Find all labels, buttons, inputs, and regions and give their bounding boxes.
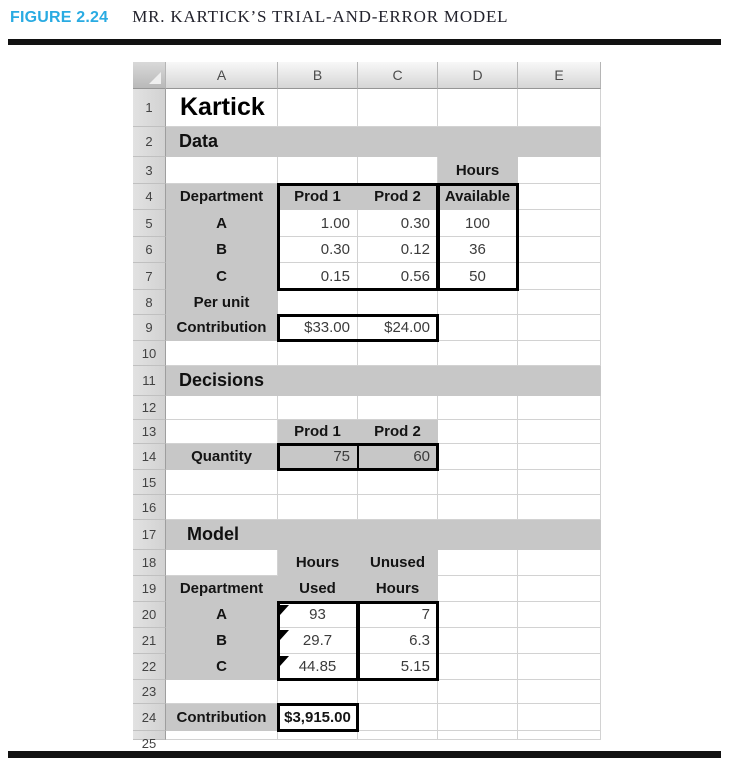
- cell-D13: [438, 420, 518, 444]
- cell-D2: [438, 127, 518, 157]
- cell-B8: [278, 290, 358, 315]
- cell-B16: [278, 495, 358, 520]
- cell-B9: $33.00: [278, 315, 358, 341]
- cell-D21: [438, 628, 518, 654]
- cell-C7: 0.56: [358, 263, 438, 290]
- cell-A7: C: [166, 263, 278, 290]
- cell-B11: [278, 366, 358, 396]
- cell-E16: [518, 495, 601, 520]
- cell-A15: [166, 470, 278, 495]
- sheet-row-19: [133, 576, 601, 602]
- row-header-24: 24: [133, 704, 166, 731]
- row-header-17: 17: [133, 520, 166, 550]
- cell-D22: [438, 654, 518, 680]
- row-header-14: 14: [133, 444, 166, 470]
- cell-A17: Model: [166, 520, 278, 550]
- sheet-row-20: [133, 602, 601, 628]
- cell-D24: [438, 704, 518, 731]
- cell-B23: [278, 680, 358, 704]
- cell-A8: Per unit: [166, 290, 278, 315]
- cell-C21: 6.3: [358, 628, 438, 654]
- cell-C8: [358, 290, 438, 315]
- row-header-1: 1: [133, 89, 166, 127]
- cell-C25: [358, 731, 438, 740]
- row-header-25: 25: [133, 731, 166, 740]
- cell-C17: [358, 520, 438, 550]
- cell-E5: [518, 210, 601, 237]
- cell-B4: Prod 1: [278, 184, 358, 210]
- cell-E17: [518, 520, 601, 550]
- figure-header: [10, 7, 508, 27]
- cell-D4: Available: [438, 184, 518, 210]
- row-header-3: 3: [133, 157, 166, 184]
- cell-D10: [438, 341, 518, 366]
- sheet-row-18: [133, 550, 601, 576]
- cell-D17: [438, 520, 518, 550]
- row-header-4: 4: [133, 184, 166, 210]
- cell-A24: Contribution: [166, 704, 278, 731]
- row-header-19: 19: [133, 576, 166, 602]
- cell-C24: [358, 704, 438, 731]
- cell-A2: Data: [166, 127, 278, 157]
- column-header-D: D: [438, 62, 518, 89]
- cell-A25: [166, 731, 278, 740]
- cell-A14: Quantity: [166, 444, 278, 470]
- cell-B18: Hours: [278, 550, 358, 576]
- cell-E25: [518, 731, 601, 740]
- cell-B12: [278, 396, 358, 420]
- cell-A9: Contribution: [166, 315, 278, 341]
- cell-E3: [518, 157, 601, 184]
- row-header-6: 6: [133, 237, 166, 263]
- cell-D6: 36: [438, 237, 518, 263]
- sheet-row-5: [133, 210, 601, 237]
- cell-A13: [166, 420, 278, 444]
- cell-C1: [358, 89, 438, 127]
- cell-C15: [358, 470, 438, 495]
- cell-C13: Prod 2: [358, 420, 438, 444]
- select-all-corner: [133, 62, 166, 89]
- sheet-row-15: [133, 470, 601, 495]
- row-header-21: 21: [133, 628, 166, 654]
- cell-C16: [358, 495, 438, 520]
- cell-E22: [518, 654, 601, 680]
- cell-A5: A: [166, 210, 278, 237]
- cell-E19: [518, 576, 601, 602]
- cell-E21: [518, 628, 601, 654]
- cell-D3: Hours: [438, 157, 518, 184]
- cell-C22: 5.15: [358, 654, 438, 680]
- sheet-row-21: [133, 628, 601, 654]
- cell-A1: Kartick: [166, 89, 278, 127]
- row-header-10: 10: [133, 341, 166, 366]
- sheet-row-14: [133, 444, 601, 470]
- cell-B22: 44.85: [278, 654, 358, 680]
- column-header-C: C: [358, 62, 438, 89]
- cell-A4: Department: [166, 184, 278, 210]
- select-all-triangle-icon: [149, 72, 161, 84]
- bottom-rule: [8, 751, 721, 758]
- sheet-row-22: [133, 654, 601, 680]
- cell-A19: Department: [166, 576, 278, 602]
- cell-A23: [166, 680, 278, 704]
- row-header-8: 8: [133, 290, 166, 315]
- row-header-12: 12: [133, 396, 166, 420]
- sheet-row-25: [133, 731, 601, 751]
- cell-A12: [166, 396, 278, 420]
- cell-C5: 0.30: [358, 210, 438, 237]
- cell-C19: Hours: [358, 576, 438, 602]
- cell-B14: 75: [278, 444, 358, 470]
- cell-C2: [358, 127, 438, 157]
- column-header-A: A: [166, 62, 278, 89]
- sheet-row-13: [133, 420, 601, 444]
- sheet-row-16: [133, 495, 601, 520]
- cell-E18: [518, 550, 601, 576]
- sheet-row-12: [133, 396, 601, 420]
- cell-C11: [358, 366, 438, 396]
- spreadsheet: [133, 62, 601, 751]
- row-header-2: 2: [133, 127, 166, 157]
- sheet-row-8: [133, 290, 601, 315]
- figure-label: FIGURE 2.24: [10, 9, 109, 26]
- column-header-row: [133, 62, 601, 89]
- cell-B24: $3,915.00: [278, 704, 358, 731]
- sheet-row-24: [133, 704, 601, 731]
- cell-D25: [438, 731, 518, 740]
- cell-D5: 100: [438, 210, 518, 237]
- cell-A11: Decisions: [166, 366, 278, 396]
- cell-B1: [278, 89, 358, 127]
- sheet-row-9: [133, 315, 601, 341]
- cell-E4: [518, 184, 601, 210]
- cell-D7: 50: [438, 263, 518, 290]
- cell-E10: [518, 341, 601, 366]
- cell-D1: [438, 89, 518, 127]
- cell-B21: 29.7: [278, 628, 358, 654]
- cell-B6: 0.30: [278, 237, 358, 263]
- cell-D23: [438, 680, 518, 704]
- cell-E11: [518, 366, 601, 396]
- cell-D19: [438, 576, 518, 602]
- sheet-row-10: [133, 341, 601, 366]
- cell-C14: 60: [358, 444, 438, 470]
- cell-B7: 0.15: [278, 263, 358, 290]
- row-header-23: 23: [133, 680, 166, 704]
- cell-E15: [518, 470, 601, 495]
- cell-B10: [278, 341, 358, 366]
- cell-E1: [518, 89, 601, 127]
- row-header-16: 16: [133, 495, 166, 520]
- cell-E2: [518, 127, 601, 157]
- cell-B13: Prod 1: [278, 420, 358, 444]
- row-header-7: 7: [133, 263, 166, 290]
- cell-D9: [438, 315, 518, 341]
- cell-C3: [358, 157, 438, 184]
- cell-B3: [278, 157, 358, 184]
- cell-C6: 0.12: [358, 237, 438, 263]
- column-header-E: E: [518, 62, 601, 89]
- row-header-9: 9: [133, 315, 166, 341]
- cell-B17: [278, 520, 358, 550]
- cell-D20: [438, 602, 518, 628]
- cell-E12: [518, 396, 601, 420]
- sheet-row-6: [133, 237, 601, 263]
- cell-D18: [438, 550, 518, 576]
- cell-A22: C: [166, 654, 278, 680]
- sheet-row-23: [133, 680, 601, 704]
- sheet-row-2: [133, 127, 601, 157]
- row-header-15: 15: [133, 470, 166, 495]
- cell-D8: [438, 290, 518, 315]
- cell-B15: [278, 470, 358, 495]
- sheet-row-7: [133, 263, 601, 290]
- row-header-20: 20: [133, 602, 166, 628]
- cell-B2: [278, 127, 358, 157]
- cell-E9: [518, 315, 601, 341]
- row-header-22: 22: [133, 654, 166, 680]
- cell-D12: [438, 396, 518, 420]
- row-header-11: 11: [133, 366, 166, 396]
- cell-A3: [166, 157, 278, 184]
- cell-A16: [166, 495, 278, 520]
- sheet-row-17: [133, 520, 601, 550]
- sheet-row-4: [133, 184, 601, 210]
- cell-C23: [358, 680, 438, 704]
- cell-C4: Prod 2: [358, 184, 438, 210]
- cell-A18: [166, 550, 278, 576]
- cell-E7: [518, 263, 601, 290]
- figure-title: MR. KARTICK’S TRIAL-AND-ERROR MODEL: [132, 7, 509, 26]
- cell-E13: [518, 420, 601, 444]
- cell-E6: [518, 237, 601, 263]
- cell-E8: [518, 290, 601, 315]
- cell-D15: [438, 470, 518, 495]
- cell-A10: [166, 341, 278, 366]
- row-header-13: 13: [133, 420, 166, 444]
- cell-E24: [518, 704, 601, 731]
- cell-E20: [518, 602, 601, 628]
- row-header-5: 5: [133, 210, 166, 237]
- cell-D16: [438, 495, 518, 520]
- sheet-row-3: [133, 157, 601, 184]
- top-rule: [8, 39, 721, 45]
- cell-B19: Used: [278, 576, 358, 602]
- cell-E14: [518, 444, 601, 470]
- cell-C20: 7: [358, 602, 438, 628]
- sheet-row-11: [133, 366, 601, 396]
- cell-B5: 1.00: [278, 210, 358, 237]
- cell-E23: [518, 680, 601, 704]
- cell-D11: [438, 366, 518, 396]
- sheet-row-1: [133, 89, 601, 127]
- cell-B20: 93: [278, 602, 358, 628]
- cell-D14: [438, 444, 518, 470]
- row-header-18: 18: [133, 550, 166, 576]
- cell-A21: B: [166, 628, 278, 654]
- cell-A20: A: [166, 602, 278, 628]
- cell-C12: [358, 396, 438, 420]
- cell-C10: [358, 341, 438, 366]
- column-header-B: B: [278, 62, 358, 89]
- cell-B25: [278, 731, 358, 740]
- cell-C9: $24.00: [358, 315, 438, 341]
- cell-A6: B: [166, 237, 278, 263]
- cell-C18: Unused: [358, 550, 438, 576]
